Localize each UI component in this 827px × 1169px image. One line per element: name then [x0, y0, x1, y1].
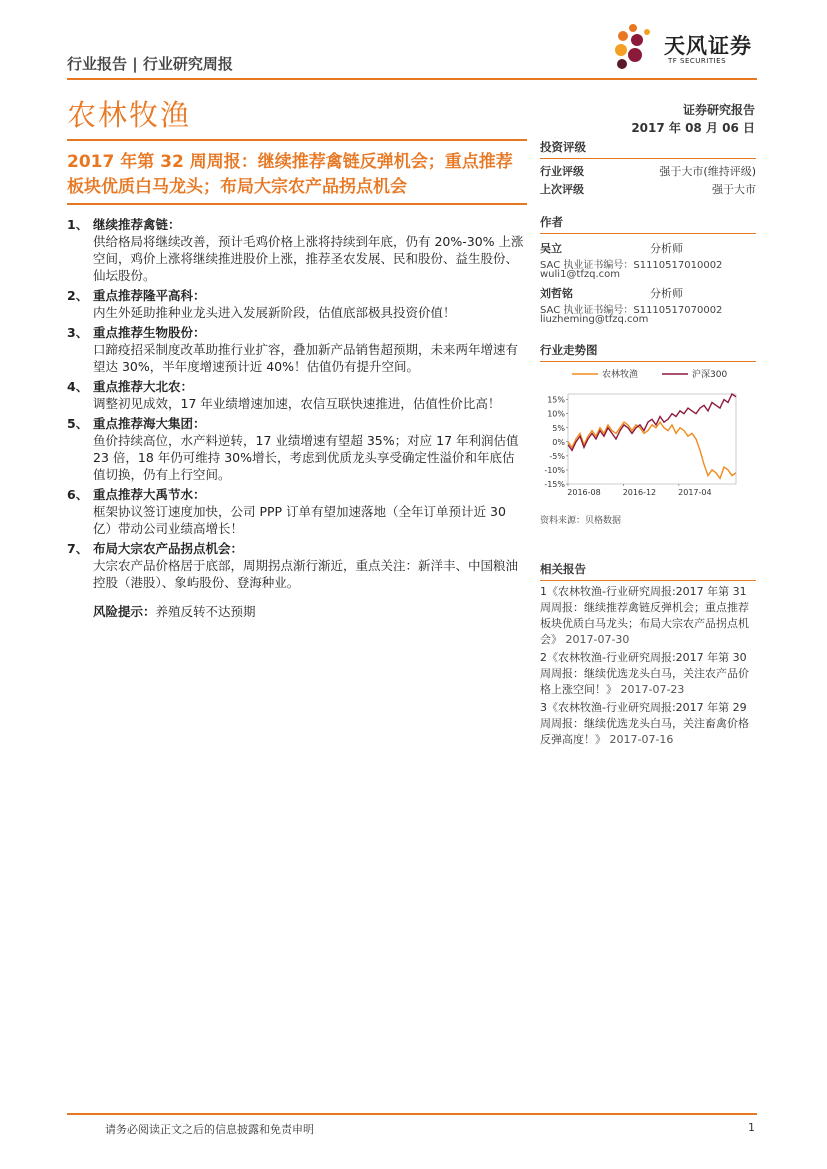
logo-text-en: TF SECURITIES — [668, 57, 727, 65]
authors-section — [540, 214, 756, 334]
key-point-text: 口蹄疫招采制度改革助推行业扩容，叠加新产品销售超预期，未来两年增速有望达 30%，半年度增速预计近 40%！估值仍有提升空间。 — [93, 342, 519, 374]
related-report-item[interactable] — [540, 700, 756, 748]
y-tick-label: -10% — [544, 465, 565, 475]
key-point-heading: 重点推荐大北农： — [93, 379, 194, 394]
key-point-number: 4、 — [67, 379, 89, 394]
chart-heading: 行业走势图 — [540, 342, 756, 362]
key-point — [67, 486, 527, 537]
risk-text: 养殖反转不达预期 — [155, 604, 256, 619]
related-heading: 相关报告 — [540, 561, 756, 581]
industry-rating-label: 行业评级 — [540, 165, 584, 178]
risk-warning — [67, 603, 527, 620]
authors-heading: 作者 — [540, 214, 756, 234]
author-email[interactable]: wuli1@tfzq.com — [540, 269, 621, 280]
key-point — [67, 378, 527, 412]
report-type: 证券研究报告 — [682, 103, 755, 117]
author-role: 分析师 — [650, 287, 683, 300]
y-tick-label: 15% — [547, 395, 565, 405]
series-line-hs300 — [568, 394, 736, 450]
series-line-agri — [568, 422, 736, 478]
author-cert: SAC 执业证书编号：S1110517070002 — [540, 305, 723, 316]
report-date: 2017 年 08 月 06 日 — [631, 121, 755, 135]
author-role: 分析师 — [650, 242, 683, 255]
related-report-date: 2017-07-23 — [620, 683, 685, 696]
previous-rating-value: 强于大市 — [712, 183, 756, 196]
key-point-text: 供给格局将继续改善，预计毛鸡价格上涨将持续到年底，仍有 20%-30% 上涨空间，鸡价上涨将继续推进股价上涨，推荐圣农发展、民和股份、益生股份、仙坛股份。 — [93, 234, 524, 283]
report-title: 2017 年第 32 周周报：继续推荐禽链反弹机会；重点推荐板块优质白马龙头；布局大宗农产品拐点机会 — [67, 152, 513, 197]
author-cert: SAC 执业证书编号：S1110517010002 — [540, 260, 723, 271]
related-report-title: 1《农林牧渔-行业研究周报:2017 年第 31 周周报：继续推荐禽链反弹机会；重点推荐板块优质白马龙头；布局大宗农产品拐点机会》 — [540, 585, 749, 646]
header-rule — [67, 78, 757, 80]
author-name: 吴立 — [540, 242, 562, 255]
key-point-heading: 继续推荐禽链： — [93, 217, 181, 232]
y-tick-label: -5% — [549, 451, 565, 461]
key-point-number: 5、 — [67, 416, 89, 431]
author-name: 刘哲铭 — [540, 287, 573, 300]
key-point-heading: 布局大宗农产品拐点机会： — [93, 541, 244, 556]
key-point-text: 调整初见成效，17 年业绩增速加速，农信互联快速推进，估值性价比高！ — [93, 396, 501, 411]
footer-disclaimer[interactable]: 请务必阅读正文之后的信息披露和免责申明 — [105, 1123, 314, 1136]
related-report-date: 2017-07-16 — [609, 733, 674, 746]
key-point-text: 框架协议签订速度加快，公司 PPP 订单有望加速落地（全年订单预计近 30 亿）带动公司业绩高增长！ — [93, 504, 506, 536]
key-point-text: 鱼价持续高位，水产料逆转，17 业绩增速有望超 35%；对应 17 年利润估值 23 倍，18 年仍可维持 30%增长，考虑到优质龙头享受确定性溢价和年底估值切换，仍有上行空间。 — [93, 433, 519, 482]
key-point — [67, 216, 527, 284]
key-point-number: 6、 — [67, 487, 89, 502]
related-reports — [540, 561, 756, 750]
key-point-text: 大宗农产品价格居于底部，周期拐点渐行渐近，重点关注：新洋丰、中国粮油控股（港股）、象屿股份、登海种业。 — [93, 558, 519, 590]
chart-section — [540, 342, 756, 362]
key-point — [67, 415, 527, 483]
x-tick-label: 2016-08 — [567, 488, 601, 497]
related-report-item[interactable] — [540, 650, 756, 698]
related-report-date: 2017-07-30 — [565, 633, 630, 646]
key-point-text: 内生外延助推种业龙头进入发展新阶段，估值底部极具投资价值！ — [93, 305, 456, 320]
key-point-number: 2、 — [67, 288, 89, 303]
key-point — [67, 287, 527, 321]
logo-mark-icon — [609, 22, 665, 72]
footer-rule — [67, 1113, 757, 1115]
y-tick-label: 10% — [547, 409, 565, 419]
industry-trend-chart — [540, 364, 756, 504]
key-point-heading: 重点推荐隆平高科： — [93, 288, 206, 303]
key-point-number: 3、 — [67, 325, 89, 340]
title-bottom-rule — [67, 203, 527, 205]
related-report-item[interactable] — [540, 584, 756, 648]
key-point-heading: 重点推荐生物股份： — [93, 325, 206, 340]
y-tick-label: 0% — [552, 437, 565, 447]
sector-title: 农林牧渔 — [67, 98, 192, 132]
y-tick-label: -15% — [544, 480, 565, 489]
x-tick-label: 2017-04 — [678, 488, 712, 497]
page-number: 1 — [748, 1121, 755, 1134]
legend-label: 沪深300 — [692, 370, 728, 380]
logo-text-cn: 天风证券 — [664, 34, 752, 58]
chart-source: 资料来源：贝格数据 — [540, 516, 622, 526]
key-point-heading: 重点推荐大禹节水： — [93, 487, 206, 502]
legend-label: 农林牧渔 — [602, 370, 639, 380]
y-tick-label: 5% — [552, 423, 565, 433]
rating-section — [540, 139, 756, 196]
report-category: 行业报告 | 行业研究周报 — [67, 55, 233, 73]
key-point-number: 1、 — [67, 217, 89, 232]
title-top-rule — [67, 139, 527, 141]
industry-rating-value: 强于大市(维持评级) — [659, 165, 756, 178]
risk-label: 风险提示： — [93, 604, 156, 619]
related-report-title: 3《农林牧渔-行业研究周报:2017 年第 29 周周报：继续优选龙头白马，关注畜禽价格反弹高度！》 — [540, 701, 749, 746]
key-points-list — [67, 216, 527, 620]
key-point — [67, 324, 527, 375]
rating-heading: 投资评级 — [540, 139, 756, 159]
x-tick-label: 2016-12 — [622, 488, 657, 497]
key-point-number: 7、 — [67, 541, 89, 556]
author-email[interactable]: liuzheming@tfzq.com — [540, 314, 649, 325]
related-report-title: 2《农林牧渔-行业研究周报:2017 年第 30 周周报：继续优选龙头白马，关注农产品价格上涨空间！》 — [540, 651, 749, 696]
key-point — [67, 540, 527, 591]
key-point-heading: 重点推荐海大集团： — [93, 416, 206, 431]
previous-rating-label: 上次评级 — [540, 183, 584, 196]
trend-chart-svg — [540, 364, 756, 504]
